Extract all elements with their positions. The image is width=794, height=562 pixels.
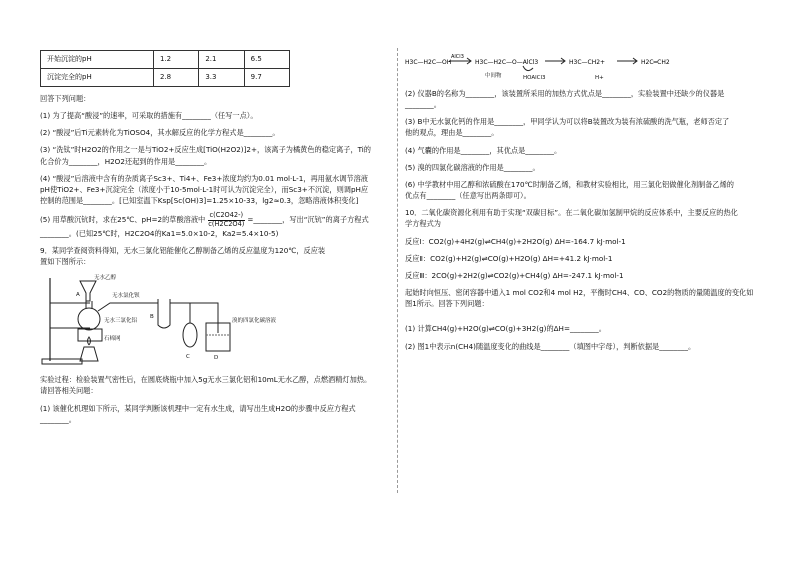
question-9-1-line-1: (1) 该催化机理如下所示，某同学判断该机理中一定有水生成，请写出生成H2O的步骤中反应方程式 (40, 403, 356, 413)
question-r6-line-1: (6) 中学教材中用乙醇和浓硫酸在170℃时制备乙烯，和教材实验相比，用三氯化铝做催化剂制备乙烯的 (405, 179, 734, 189)
experiment-process (40, 374, 390, 396)
question-10-line-2: 学方程式为 (405, 219, 441, 229)
label-intermediate: 中间物 (485, 73, 502, 79)
question-10-conditions (405, 287, 760, 309)
question-4-line-1: (4) “酸浸”后溶液中含有的杂质离子Sc3+、Ti4+、Fe3+浓度均约为0.01 mol·L-1，再用氨水调节溶液 (40, 173, 368, 183)
question-10 (405, 207, 760, 229)
label-bromine-solution: 溴的四氯化碳溶液 (232, 318, 277, 325)
question-3-line-1: (3) “洗钛”时H2O2的作用之一是与TiO2+反应生成[TiO(H2O2)]2+，该离子为橘黄色的稳定离子，Ti的 (40, 145, 371, 155)
question-5-suffix: =________，写出“沉钪”的离子方程式 (247, 215, 369, 224)
label-c: C (186, 354, 190, 361)
label-asbestos-net: 石棉网 (104, 336, 121, 343)
svg-text:H2C═CH2: H2C═CH2 (641, 59, 670, 66)
label-catalyst: 无水氯化钡 (112, 293, 140, 300)
question-r3-line-1: (3) B中无水氯化钙的作用是________，甲同学认为可以将B装置改为装有浓硫酸的洗气瓶，老师否定了 (405, 117, 730, 127)
question-9-line-2: 置如下图所示： (40, 257, 91, 267)
question-9-1-line-2: ________。 (40, 414, 76, 424)
label-hoalcl3: HOAlCl3 (523, 75, 546, 81)
svg-text:H3C—H2C—O—AlCl3: H3C—H2C—O—AlCl3 (475, 59, 539, 66)
question-10-line-4: 图1所示。回答下列问题： (405, 299, 489, 309)
experiment-line-1: 实验过程：检验装置气密性后，在圆底烧瓶中加入5g无水三氯化铝和10mL无水乙醇，点燃酒精灯加热。 (40, 375, 372, 385)
reaction-1: 反应Ⅰ：CO2(g)+4H2(g)⇌CH4(g)+2H2O(g) ΔH=-164.7 kJ·mol-1 (405, 236, 626, 246)
intro-text: 回答下列问题： (40, 94, 91, 103)
question-9-line-1: 9．某同学查阅资料得知，无水三氯化铝能催化乙醇制备乙烯的反应温度为120℃，反应装 (40, 245, 326, 255)
question-4 (40, 173, 390, 206)
table-cell: 6.5 (244, 51, 289, 69)
ph-table (40, 50, 290, 87)
fraction-numerator: c(C2O42-) (209, 211, 244, 220)
table-cell: 9.7 (244, 69, 289, 87)
mechanism-figure (405, 50, 760, 84)
apparatus-figure (40, 273, 390, 368)
table-row (41, 51, 290, 69)
question-1: (1) 为了提高“酸浸”的速率，可采取的措施有________（任写一点）。 (40, 111, 258, 121)
question-5-prefix: (5) 用草酸沉钪时，求在25℃、pH=2的草酸溶液中 (40, 215, 206, 224)
question-10-line-1: 10．二氧化碳资源化利用有助于实现“双碳目标”。在二氧化碳加氢制甲烷的反应体系中，主要反应的热化 (405, 208, 738, 218)
label-b: B (150, 314, 154, 321)
table-cell: 2.1 (199, 51, 244, 69)
table-cell: 1.2 (154, 51, 199, 69)
mechanism-drawing (405, 50, 750, 84)
sub-question-2: (2) 图1中表示n(CH4)随温度变化的曲线是________（填图中字母），判断依据是________。 (405, 341, 696, 351)
reaction-3: 反应Ⅲ：2CO(g)+2H2(g)⇌CO2(g)+CH4(g) ΔH=-247.1 kJ·mol-1 (405, 270, 624, 280)
question-4-line-3: 控制的范围是________。[已知室温下Ksp[Sc(OH)3]=1.25×10-33，lg2≈0.3，忽略溶液体积变化] (40, 196, 359, 206)
svg-text:H3C—CH2+: H3C—CH2+ (569, 59, 606, 66)
question-r2-line-2: ________。 (405, 100, 441, 110)
left-column (40, 50, 390, 431)
sub-question-1: (1) 计算CH4(g)+H2O(g)⇌CO(g)+3H2(g)的ΔH=________。 (405, 324, 606, 334)
question-5 (40, 212, 390, 239)
table-cell: 2.8 (154, 69, 199, 87)
concentration-fraction (208, 212, 246, 228)
fraction-denominator: c(H2C2O4) (208, 219, 245, 228)
table-row (41, 69, 290, 87)
question-9-1 (40, 403, 390, 425)
question-r5: (5) 溴的四氯化碳溶液的作用是________。 (405, 162, 540, 172)
table-cell: 3.3 (199, 69, 244, 87)
question-r6 (405, 179, 760, 201)
column-divider (397, 48, 398, 493)
label-ethanol: 无水乙醇 (94, 275, 117, 282)
question-9 (40, 245, 390, 267)
question-10-line-3: 起始时向恒压、密闭容器中通入1 mol CO2和4 mol H2，平衡时CH4、CO、CO2的物质的量随温度的变化如 (405, 288, 754, 298)
question-r2-line-1: (2) 仪器B的名称为________，该装置所采用的加热方式优点是________，实验装置中还缺少的仪器是 (405, 89, 725, 98)
table-cell: 沉淀完全的pH (41, 69, 154, 87)
label-alcl3: 无水三氯化铝 (104, 318, 138, 325)
apparatus-drawing (40, 273, 240, 368)
question-r3 (405, 116, 760, 138)
svg-text:H3C—H2C—OH: H3C—H2C—OH (405, 59, 452, 66)
question-r3-line-2: 他的观点，理由是________。 (405, 128, 499, 138)
question-5-line-2: ________。(已知25℃时，H2C2O4的Ka1=5.0×10-2，Ka2=5.4×10-5) (40, 228, 279, 238)
question-4-line-2: pH使TiO2+、Fe3+沉淀完全（浓度小于10-5mol·L-1时可认为沉淀完全），而Sc3+不沉淀，则调pH应 (40, 184, 369, 194)
label-hydrogen-ion: H+ (595, 75, 604, 81)
label-d: D (214, 355, 219, 362)
question-3-line-2: 化合价为________，H2O2还起到的作用是________。 (40, 156, 212, 166)
table-cell: 开始沉淀的pH (41, 51, 154, 69)
question-3 (40, 144, 390, 166)
question-r2 (405, 88, 760, 110)
question-2: (2) “酸浸”后Ti元素转化为TiOSO4，其水解反应的化学方程式是________。 (40, 128, 280, 138)
question-r4: (4) 气囊的作用是________，其优点是________。 (405, 145, 562, 155)
question-5-line-1 (40, 212, 390, 228)
label-a: A (76, 292, 80, 299)
right-column (405, 50, 760, 358)
experiment-line-2: 请回答相关问题： (40, 386, 98, 396)
reaction-2: 反应Ⅱ：CO2(g)+H2(g)⇌CO(g)+H2O(g) ΔH=+41.2 kJ·mol-1 (405, 253, 613, 263)
question-r6-line-2: 优点有________（任意写出两条即可）。 (405, 191, 531, 201)
svg-text:AlCl3: AlCl3 (451, 54, 464, 60)
